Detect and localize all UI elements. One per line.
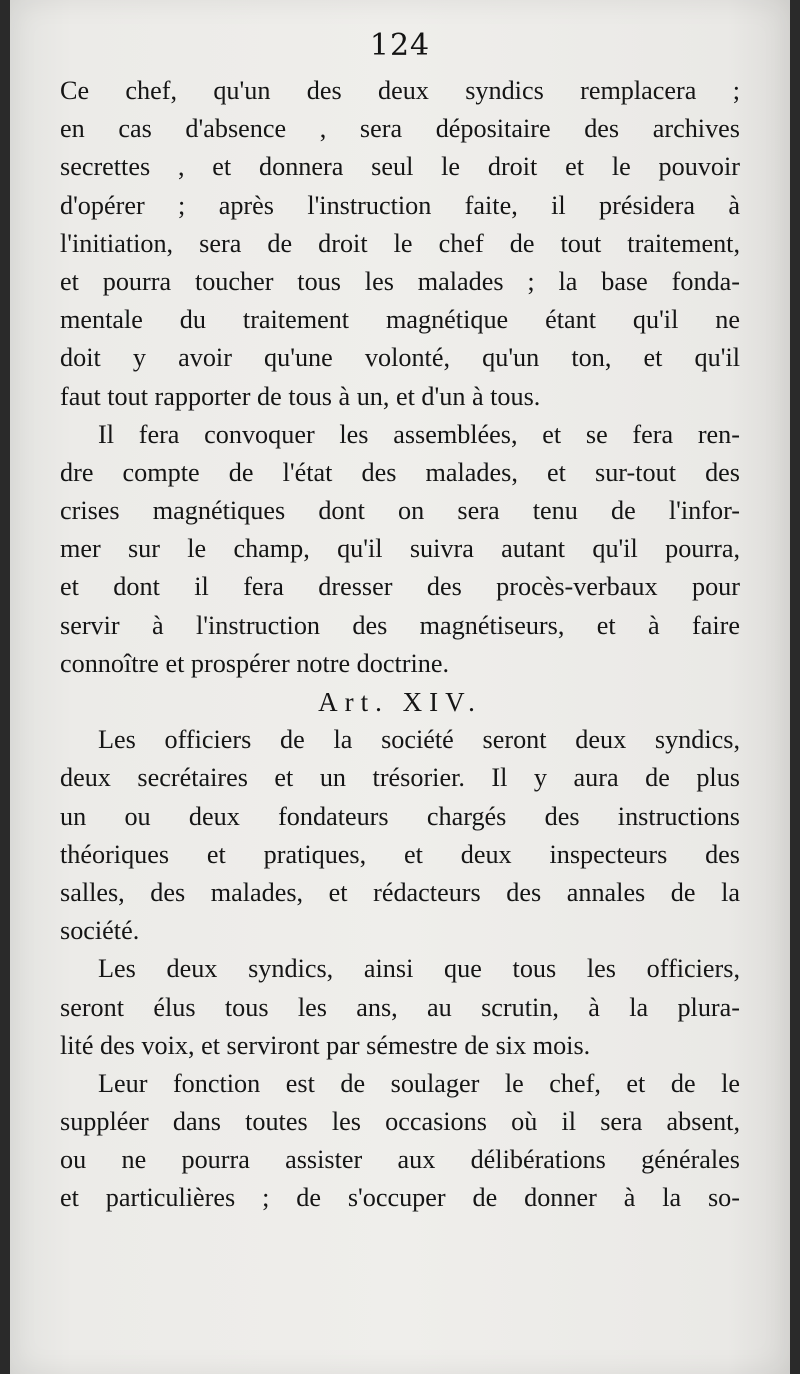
article-heading: Art. XIV. xyxy=(318,687,482,717)
text-line: et particulières ; de s'occuper de donner à la so- xyxy=(60,1183,740,1213)
text-line: lité des voix, et serviront par sémestre de six mois. xyxy=(60,1030,591,1060)
book-page xyxy=(10,0,790,1374)
text-line: un ou deux fondateurs chargés des instructions xyxy=(60,801,740,831)
text-line: suppléer dans toutes les occasions où il sera absent, xyxy=(60,1107,740,1137)
text-line: Leur fonction est de soulager le chef, et de le xyxy=(98,1068,740,1098)
text-line: mentale du traitement magnétique étant qu'il ne xyxy=(60,305,740,335)
text-line: et dont il fera dresser des procès-verbaux pour xyxy=(60,572,740,602)
text-line: connoître et prospérer notre doctrine. xyxy=(60,648,450,678)
text-line: secrettes , et donnera seul le droit et le pouvoir xyxy=(60,152,740,182)
text-line: crises magnétiques dont on sera tenu de l'infor- xyxy=(60,496,740,526)
text-line: doit y avoir qu'une volonté, qu'un ton, et qu'il xyxy=(60,343,740,373)
text-line: l'initiation, sera de droit le chef de tout traitement, xyxy=(60,228,740,258)
text-line: en cas d'absence , sera dépositaire des archives xyxy=(60,114,740,144)
page-body xyxy=(60,72,740,1218)
text-line: Les officiers de la société seront deux syndics, xyxy=(98,725,740,755)
text-line: société. xyxy=(60,916,140,946)
text-line: seront élus tous les ans, au scrutin, à la plura- xyxy=(60,992,740,1022)
text-line: faut tout rapporter de tous à un, et d'un à tous. xyxy=(60,381,541,411)
text-line: dre compte de l'état des malades, et sur-tout des xyxy=(60,457,740,487)
text-line: d'opérer ; après l'instruction faite, il présidera à xyxy=(60,190,740,220)
text-line: servir à l'instruction des magnétiseurs, et à faire xyxy=(60,610,740,640)
text-line: deux secrétaires et un trésorier. Il y aura de plus xyxy=(60,763,740,793)
text-line: salles, des malades, et rédacteurs des annales de la xyxy=(60,877,740,907)
text-line: Il fera convoquer les assemblées, et se fera ren- xyxy=(98,419,740,449)
text-line: mer sur le champ, qu'il suivra autant qu'il pourra, xyxy=(60,534,740,564)
text-line: Ce chef, qu'un des deux syndics remplacera ; xyxy=(60,76,740,105)
text-line: Les deux syndics, ainsi que tous les officiers, xyxy=(98,954,740,984)
text-line: et pourra toucher tous les malades ; la base fonda- xyxy=(60,266,740,296)
page-number: 124 xyxy=(369,28,431,63)
text-line: ou ne pourra assister aux délibérations générales xyxy=(60,1145,740,1175)
text-line: théoriques et pratiques, et deux inspecteurs des xyxy=(60,839,740,869)
